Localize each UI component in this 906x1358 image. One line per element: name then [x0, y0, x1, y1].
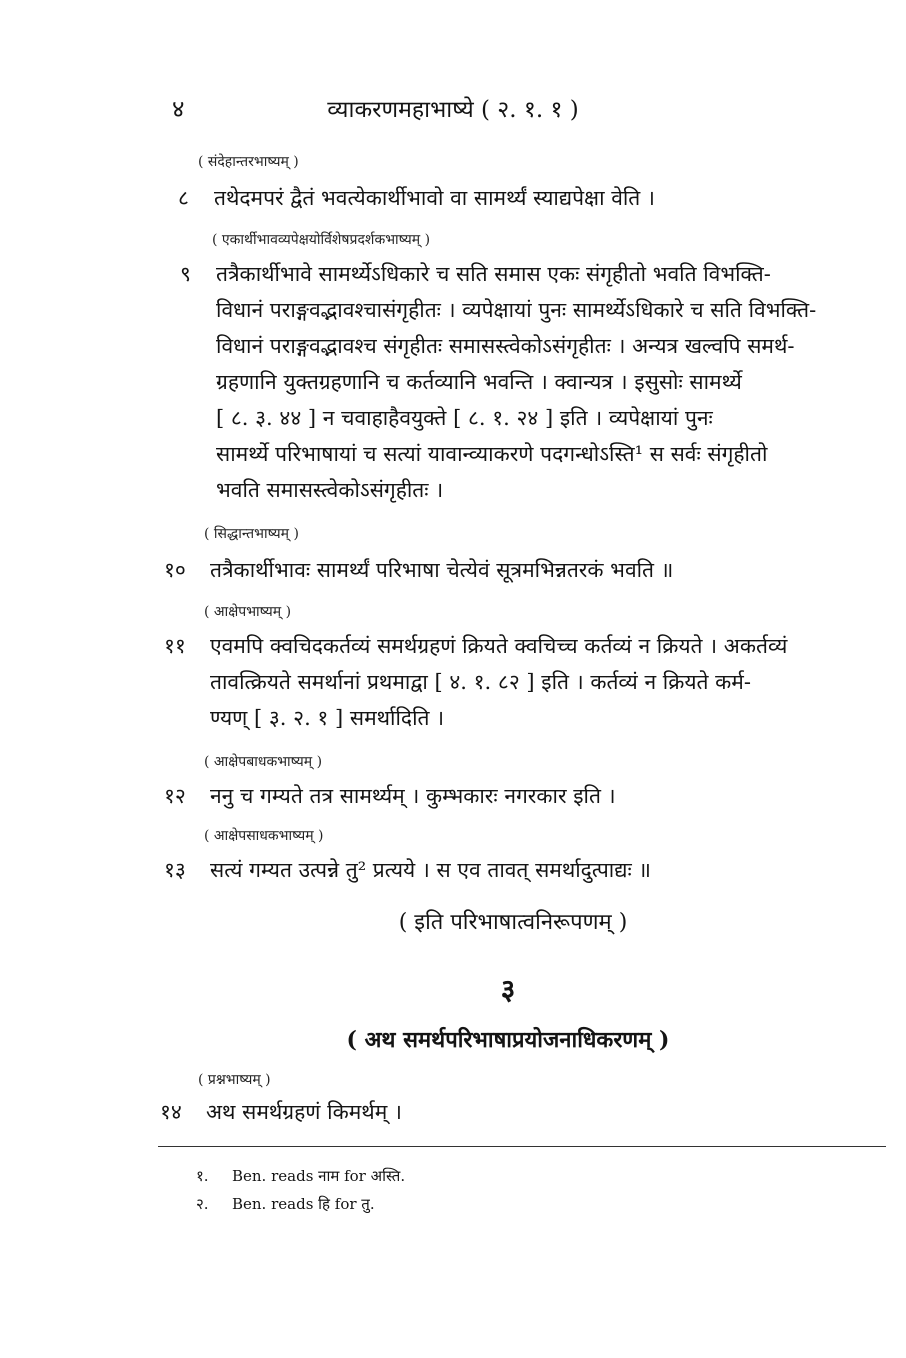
footnote — [196, 1194, 375, 1214]
section-title: ( अथ समर्थपरिभाषाप्रयोजनाधिकरणम् ) — [346, 1027, 670, 1053]
paragraph-number: १३ — [164, 858, 186, 882]
section-heading: ( एकार्थीभावव्यपेक्षयोर्विशेषप्रदर्शकभाष्यम् ) — [212, 232, 431, 248]
page-number: ४ — [172, 95, 185, 123]
paragraph-number: ११ — [164, 634, 186, 658]
running-title: व्याकरणमहाभाष्ये ( २. १. १ ) — [327, 97, 579, 123]
footnote-text: Ben. reads हि for तु. — [232, 1195, 375, 1213]
paragraph-14 — [160, 1094, 888, 1130]
paragraph-line: तत्रैकार्थीभावे सामर्थ्येऽधिकारे च सति समास एकः संगृहीतो भवति विभक्ति- — [216, 262, 771, 286]
paragraph-9 — [180, 256, 886, 508]
paragraph-line: भवति समासस्त्वेकोऽसंगृहीतः । — [216, 478, 444, 502]
paragraph-line: ग्रहणानि युक्तग्रहणानि च कर्तव्यानि भवन्ति । क्वान्यत्र । इसुसोः सामर्थ्ये — [216, 370, 742, 394]
section-heading: ( संदेहान्तरभाष्यम् ) — [198, 154, 299, 170]
paragraph-number: ९ — [180, 262, 191, 286]
section-end: ( इति परिभाषात्वनिरूपणम् ) — [398, 910, 628, 935]
paragraph-13 — [164, 852, 888, 888]
paragraph-line: सत्यं गम्यत उत्पन्ने तु² प्रत्यये । स एव तावत् समर्थादुत्पाद्यः ॥ — [210, 858, 651, 882]
footnote-number: २. — [196, 1195, 209, 1213]
section-heading: ( आक्षेपभाष्यम् ) — [204, 604, 292, 620]
section-heading: ( सिद्धान्तभाष्यम् ) — [204, 526, 299, 542]
paragraph-number: ८ — [178, 186, 189, 210]
paragraph-number: १० — [164, 558, 186, 582]
paragraph-12 — [164, 778, 888, 814]
paragraph-line: विधानं पराङ्गवद्भावश्च संगृहीतः समासस्त्वेकोऽसंगृहीतः । अन्यत्र खल्वपि समर्थ- — [216, 334, 795, 358]
section-heading: ( आक्षेपबाधकभाष्यम् ) — [204, 754, 323, 770]
footnote-text: Ben. reads नाम for अस्ति. — [232, 1167, 406, 1185]
paragraph-line: अथ समर्थग्रहणं किमर्थम् । — [206, 1100, 402, 1124]
section-heading: ( प्रश्नभाष्यम् ) — [198, 1072, 271, 1088]
paragraph-line: सामर्थ्ये परिभाषायां च सत्यां यावान्व्याकरणे पदगन्धोऽस्ति¹ स सर्वः संगृहीतो — [216, 442, 768, 466]
paragraph-line: तत्रैकार्थीभावः सामर्थ्यं परिभाषा चेत्येवं सूत्रमभिन्नतरकं भवति ॥ — [210, 558, 674, 582]
footnote — [196, 1166, 405, 1186]
page-header — [160, 92, 746, 126]
paragraph-number: १२ — [164, 784, 186, 808]
paragraph-line: तावत्क्रियते समर्थानां प्रथमाद्वा [ ४. १. ८२ ] इति । कर्तव्यं न क्रियते कर्म- — [210, 670, 751, 694]
paragraph-11 — [164, 628, 888, 736]
footnote-divider — [158, 1146, 886, 1147]
footnote-number: १. — [196, 1167, 209, 1185]
paragraph-line: [ ८. ३. ४४ ] न चवाहाहैवयुक्ते [ ८. १. २४ ] इति । व्यपेक्षायां पुनः — [216, 406, 713, 430]
paragraph-10 — [164, 552, 888, 588]
section-heading: ( आक्षेपसाधकभाष्यम् ) — [204, 828, 324, 844]
paragraph-number: १४ — [160, 1100, 182, 1124]
paragraph-line: ननु च गम्यते तत्र सामर्थ्यम् । कुम्भकारः नगरकार इति । — [210, 784, 616, 808]
paragraph-line: एवमपि क्वचिदकर्तव्यं समर्थग्रहणं क्रियते क्वचिच्च कर्तव्यं न क्रियते । अकर्तव्यं — [210, 634, 788, 658]
paragraph-line: ण्यण् [ ३. २. १ ] समर्थादिति । — [210, 706, 445, 730]
paragraph-line: विधानं पराङ्गवद्भावश्चासंगृहीतः । व्यपेक्षायां पुनः सामर्थ्येऽधिकारे च सति विभक्ति- — [216, 298, 817, 322]
paragraph-line: तथेदमपरं द्वैतं भवत्येकार्थीभावो वा सामर्थ्यं स्याद्यपेक्षा वेति । — [214, 186, 655, 210]
section-number: ३ — [500, 973, 516, 1006]
paragraph-8 — [178, 180, 888, 216]
